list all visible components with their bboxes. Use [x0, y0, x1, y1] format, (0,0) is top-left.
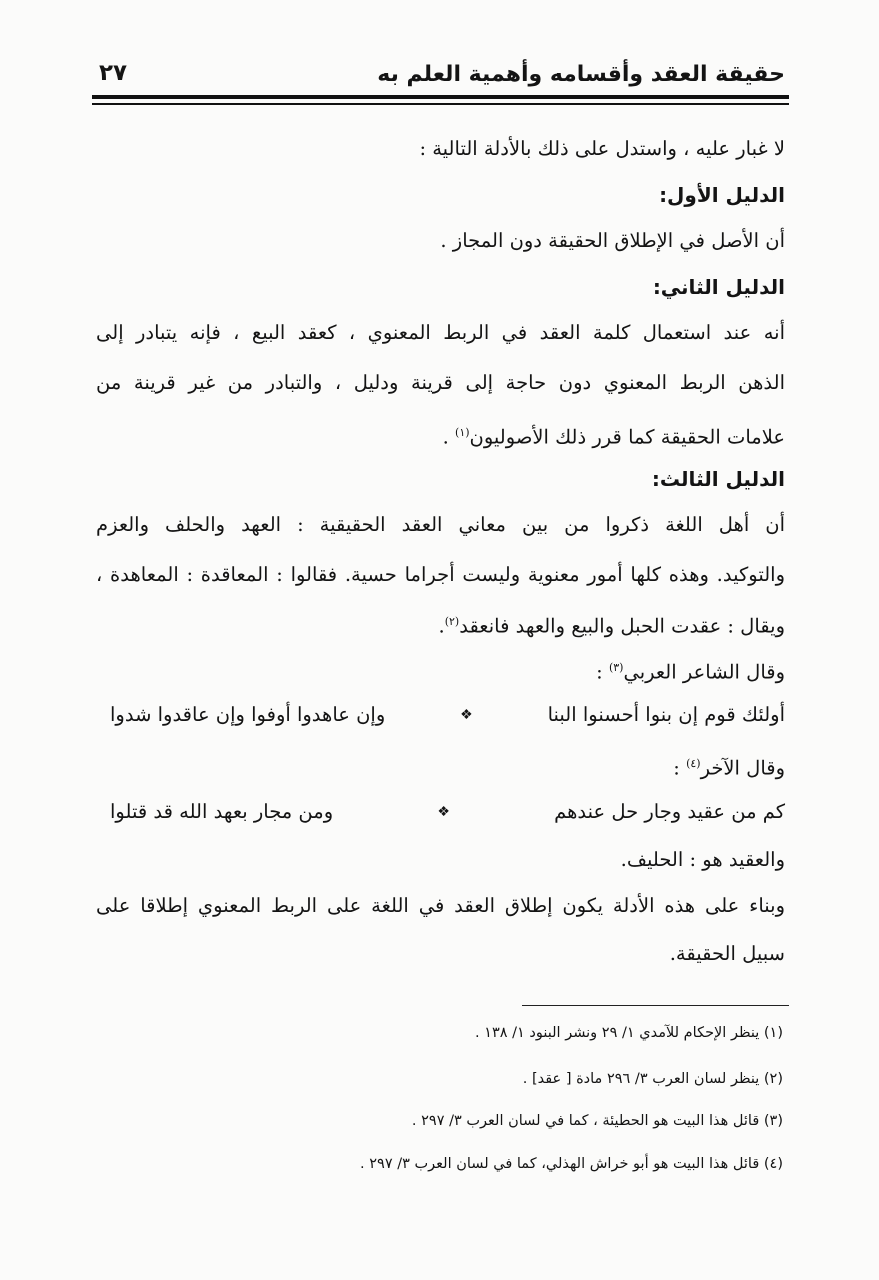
footnote: (٣) قائل هذا البيت هو الحطيئة ، كما في لسان العرب ٣/ ٢٩٧ . — [411, 1113, 783, 1129]
body-text: علامات الحقيقة كما قرر ذلك الأصوليون — [469, 425, 785, 449]
header-rule-thin — [92, 103, 789, 105]
body-line — [596, 653, 785, 688]
section-heading: الدليل الأول: — [659, 183, 785, 207]
footnote-ref: (٤) — [686, 757, 701, 770]
section-heading: الدليل الثاني: — [652, 275, 785, 299]
body-line — [443, 418, 785, 453]
footnote-ref: (٣) — [608, 661, 624, 674]
body-line — [673, 749, 785, 784]
diamond-separator-icon: ❖ — [460, 707, 473, 723]
footnote-separator — [522, 1005, 789, 1006]
punctuation: : — [596, 660, 609, 684]
verse-first-hemistich: أولئك قوم إن بنوا أحسنوا البنا — [547, 703, 785, 726]
body-line: أنه عند استعمال كلمة العقد في الربط المعنوي ، كعقد البيع ، فإنه يتبادر إلى — [96, 321, 785, 344]
section-heading: الدليل الثالث: — [651, 467, 785, 491]
body-line: والعقيد هو : الحليف. — [620, 848, 785, 871]
verse-second-hemistich: ومن مجار بعهد الله قد قتلوا — [110, 800, 334, 823]
poem-verse — [110, 797, 785, 827]
body-text: ويقال : عقدت الحبل والبيع والعهد فانعقد — [459, 614, 785, 638]
punctuation: : — [673, 756, 687, 780]
footnote-ref: (١) — [455, 426, 470, 439]
body-line: سبيل الحقيقة. — [669, 942, 785, 965]
footnote: (٤) قائل هذا البيت هو أبو خراش الهذلي، كما في لسان العرب ٣/ ٢٩٧ . — [360, 1156, 783, 1172]
diamond-separator-icon: ❖ — [437, 804, 450, 820]
poem-verse — [110, 700, 785, 730]
footnote-ref: (٢) — [444, 615, 460, 628]
verse-first-hemistich: كم من عقيد وجار حل عندهم — [554, 800, 785, 823]
footnote: (١) ينظر الإحكام للآمدي ١/ ٢٩ ونشر البنود ١/ ١٣٨ . — [474, 1025, 783, 1041]
footnote: (٢) ينظر لسان العرب ٣/ ٢٩٦ مادة [ عقد] . — [522, 1071, 783, 1087]
body-line: لا غبار عليه ، واستدل على ذلك بالأدلة التالية : — [419, 137, 785, 160]
header-rule-thick — [92, 95, 789, 99]
body-text: وقال الشاعر العربي — [623, 660, 785, 684]
body-line — [438, 607, 785, 642]
body-line: والتوكيد. وهذه كلها أمور معنوية وليست أجراما حسية. فقالوا : المعاقدة : المعاهدة ، — [96, 563, 785, 586]
page-number: ٢٧ — [99, 60, 128, 86]
body-text: وقال الآخر — [700, 756, 785, 780]
punctuation: . — [442, 425, 456, 449]
body-line: أن أهل اللغة ذكروا من بين معاني العقد الحقيقية : العهد والحلف والعزم — [96, 513, 785, 536]
running-header-title: حقيقة العقد وأقسامه وأهمية العلم به — [377, 62, 785, 87]
body-line: الذهن الربط المعنوي دون حاجة إلى قرينة ودليل ، والتبادر من غير قرينة من — [96, 371, 785, 394]
body-line: أن الأصل في الإطلاق الحقيقة دون المجاز . — [440, 229, 785, 252]
punctuation: . — [438, 614, 445, 638]
verse-second-hemistich: وإن عاهدوا أوفوا وإن عاقدوا شدوا — [110, 703, 386, 726]
body-line: وبناء على هذه الأدلة يكون إطلاق العقد في اللغة على الربط المعنوي إطلاقا على — [96, 894, 785, 917]
